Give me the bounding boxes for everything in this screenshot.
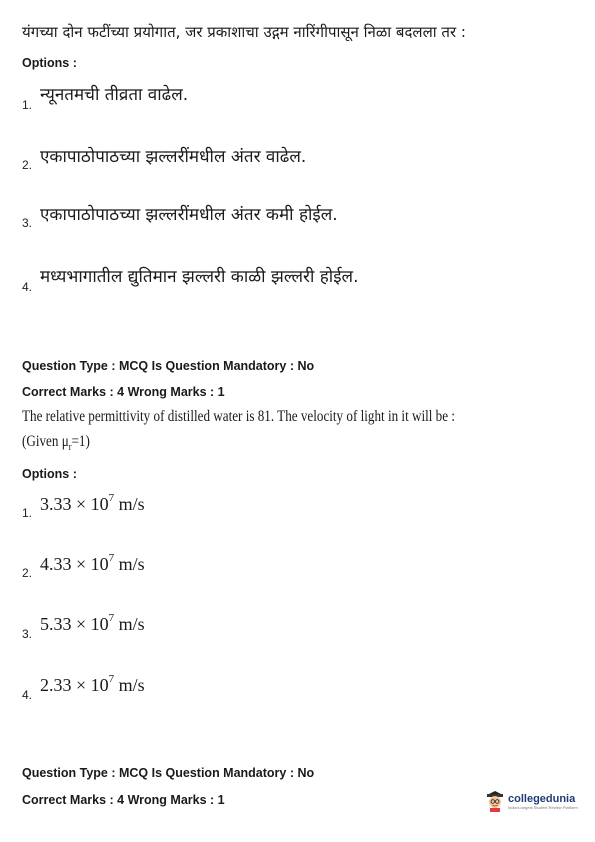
q2-option-2-unit: m/s	[114, 554, 145, 574]
graduate-mascot-icon	[484, 790, 506, 812]
q2-option-4-exponent: 7	[108, 673, 115, 685]
collegedunia-logo	[484, 790, 578, 812]
question-1-options-label: Options :	[22, 56, 77, 70]
q2-option-3-number: 3.	[22, 627, 33, 641]
given-suffix: =1)	[71, 433, 90, 450]
q1-option-4-text[interactable]: मध्यभागातील द्युतिमान झल्लरी काळी झल्लरी होईल.	[40, 267, 359, 287]
q2-option-1-value[interactable]	[40, 494, 145, 515]
q2-option-4-value[interactable]	[40, 675, 145, 696]
q1-option-3-number: 3.	[22, 216, 33, 230]
q2-option-1-unit: m/s	[114, 494, 145, 514]
q1-option-4-number: 4.	[22, 280, 33, 294]
logo-wordmark: collegedunia	[508, 792, 576, 805]
q2-option-2-number: 2.	[22, 566, 33, 580]
q2-option-2-mantissa: 4.33 × 10	[40, 554, 109, 574]
q1-option-2-text[interactable]: एकापाठोपाठच्या झल्लरींमधील अंतर वाढेल.	[40, 147, 307, 167]
logo-tagline: India's largest Student Review Platform	[508, 804, 578, 810]
q2-option-3-mantissa: 5.33 × 10	[40, 614, 109, 634]
q1-option-1-text[interactable]: न्यूनतमची तीव्रता वाढेल.	[40, 85, 189, 105]
question-2-options-label: Options :	[22, 467, 77, 481]
q1-option-2-number: 2.	[22, 158, 33, 172]
question-type-line: Question Type : MCQ Is Question Mandatory : No	[22, 359, 315, 373]
q2-option-3-unit: m/s	[114, 614, 145, 634]
q2-option-1-number: 1.	[22, 506, 33, 520]
q1-option-1-number: 1.	[22, 98, 33, 112]
q2-option-3-value[interactable]	[40, 614, 145, 635]
given-prefix: (Given μ	[22, 433, 69, 450]
question-type-line-2: Question Type : MCQ Is Question Mandatory : No	[22, 766, 315, 780]
q1-option-3-text[interactable]: एकापाठोपाठच्या झल्लरींमधील अंतर कमी होईल.	[40, 205, 338, 225]
q2-option-1-exponent: 7	[108, 492, 115, 504]
q2-option-3-exponent: 7	[108, 612, 115, 624]
question-2-stem: The relative permittivity of distilled water is 81. The velocity of light in it will be :	[22, 408, 455, 425]
question-2-given	[22, 433, 90, 453]
question-1-stem: यंगच्या दोन फटींच्या प्रयोगात, जर प्रकाशाचा उद्गम नारिंगीपासून निळा बदलला तर :	[22, 23, 466, 41]
q2-option-4-unit: m/s	[114, 675, 145, 695]
marks-line: Correct Marks : 4 Wrong Marks : 1	[22, 385, 225, 399]
given-subscript: r	[68, 442, 72, 454]
q2-option-4-number: 4.	[22, 688, 33, 702]
q2-option-1-mantissa: 3.33 × 10	[40, 494, 109, 514]
q2-option-2-value[interactable]	[40, 554, 145, 575]
marks-line-2: Correct Marks : 4 Wrong Marks : 1	[22, 793, 225, 807]
q2-option-2-exponent: 7	[108, 552, 115, 564]
q2-option-4-mantissa: 2.33 × 10	[40, 675, 109, 695]
